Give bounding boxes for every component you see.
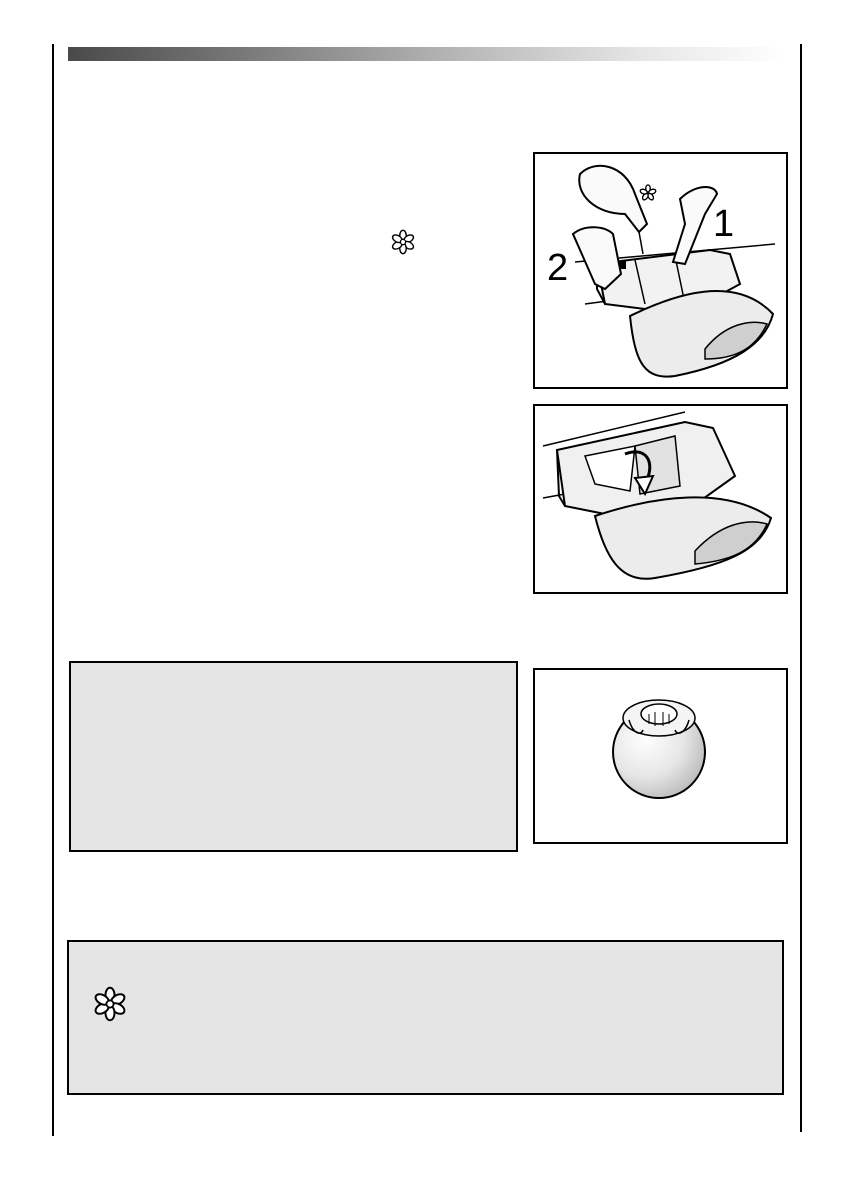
note-box-dosing [69,661,518,852]
figure-dosing-ball [533,668,788,844]
compartment-label-1: 1 [713,203,735,245]
note-box-softener [67,940,784,1095]
softener-flower-icon [92,986,128,1022]
figure-closing-drawer [533,404,788,594]
softener-flower-icon [390,229,416,255]
left-margin-rule [52,44,54,1136]
right-margin-rule [800,44,802,1132]
compartment-label-2: 2 [547,247,569,289]
section-header-gradient-bar [68,47,786,61]
figure-pouring-detergent [533,152,788,389]
